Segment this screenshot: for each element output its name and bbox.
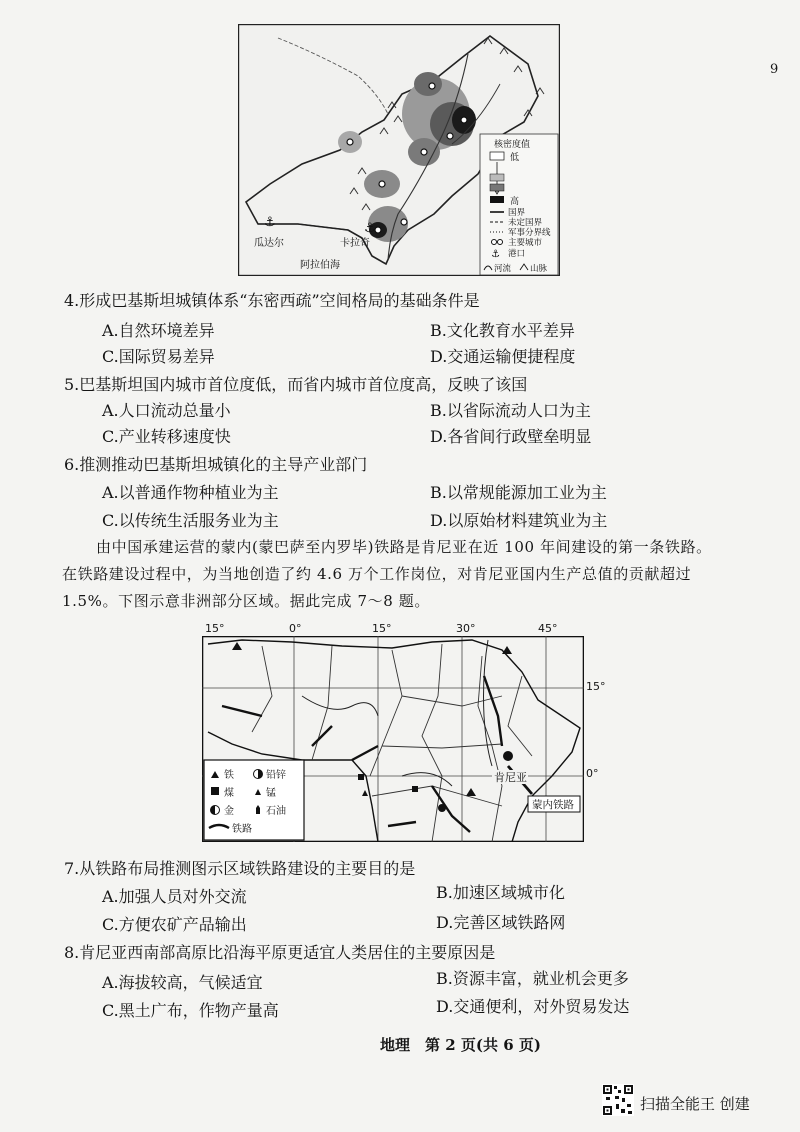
question-8-stem: 8.肯尼亚西南部高原比沿海平原更适宜人类居住的主要原因是 bbox=[64, 943, 496, 962]
legend-manganese: 锰 bbox=[266, 788, 276, 799]
lon-label-0: 0° bbox=[289, 622, 302, 635]
africa-map bbox=[202, 636, 584, 842]
q6-option-d: D.以原始材料建筑业为主 bbox=[430, 511, 608, 530]
question-4-stem: 4.形成巴基斯坦城镇体系“东密西疏”空间格局的基础条件是 bbox=[64, 291, 480, 310]
legend-title: 核密度值 bbox=[494, 140, 531, 150]
q4-option-c: C.国际贸易差异 bbox=[102, 347, 215, 366]
q5-option-c: C.产业转移速度快 bbox=[102, 427, 231, 446]
legend-gold: 金 bbox=[224, 806, 234, 817]
corner-page-number: 9 bbox=[770, 62, 779, 77]
q6-option-c: C.以传统生活服务业为主 bbox=[102, 511, 279, 530]
legend-low: 低 bbox=[510, 153, 520, 163]
q8-option-b: B.资源丰富，就业机会更多 bbox=[436, 969, 629, 988]
svg-text:⚓: ⚓ bbox=[264, 215, 276, 230]
q7-option-c: C.方便农矿产品输出 bbox=[102, 915, 247, 934]
legend-item-military-line: 军事分界线 bbox=[508, 228, 551, 238]
lon-label-45e: 45° bbox=[538, 622, 558, 635]
label-gwadar: 瓜达尔 bbox=[254, 238, 284, 249]
legend-item-city: 主要城市 bbox=[508, 238, 543, 248]
legend-item-border: 国界 bbox=[508, 208, 526, 218]
legend-coal: 煤 bbox=[224, 788, 234, 799]
lon-label-30e: 30° bbox=[456, 622, 476, 635]
lon-label-15w: 15° bbox=[205, 622, 225, 635]
label-arabian-sea: 阿拉伯海 bbox=[300, 260, 340, 271]
q4-option-a: A.自然环境差异 bbox=[102, 321, 215, 340]
label-mn-railway: 蒙内铁路 bbox=[532, 799, 574, 811]
lat-label-0: 0° bbox=[586, 767, 599, 780]
qr-code-icon bbox=[602, 1084, 634, 1116]
intro-line-1: 由中国承建运营的蒙内(蒙巴萨至内罗毕)铁路是肯尼亚在近 100 年间建设的第一条铁路。 bbox=[96, 538, 712, 556]
legend-oil: 石油 bbox=[266, 806, 286, 817]
scanner-watermark: 扫描全能王 创建 bbox=[640, 1095, 750, 1113]
question-5-stem: 5.巴基斯坦国内城市首位度低，而省内城市首位度高，反映了该国 bbox=[64, 375, 528, 394]
q4-option-b: B.文化教育水平差异 bbox=[430, 321, 575, 340]
map2-legend bbox=[204, 760, 304, 840]
intro-line-3: 1.5%。下图示意非洲部分区域。据此完成 7～8 题。 bbox=[62, 592, 430, 610]
label-kenya: 肯尼亚 bbox=[494, 771, 527, 784]
q7-option-b: B.加速区域城市化 bbox=[436, 883, 565, 902]
legend-item-port: 港口 bbox=[508, 249, 526, 259]
legend-railway: 铁路 bbox=[232, 824, 252, 835]
legend-item-mountain: 山脉 bbox=[530, 264, 548, 274]
question-7-stem: 7.从铁路布局推测图示区域铁路建设的主要目的是 bbox=[64, 859, 416, 878]
svg-text:⚓: ⚓ bbox=[364, 221, 376, 236]
question-6-stem: 6.推测推动巴基斯坦城镇化的主导产业部门 bbox=[64, 455, 368, 474]
q7-option-d: D.完善区域铁路网 bbox=[436, 913, 566, 932]
anchor-icon: ⚓ bbox=[491, 249, 500, 260]
q8-option-a: A.海拔较高，气候适宜 bbox=[102, 973, 263, 992]
q5-option-a: A.人口流动总量小 bbox=[102, 401, 231, 420]
legend-iron: 铁 bbox=[224, 770, 234, 781]
q6-option-b: B.以常规能源加工业为主 bbox=[430, 483, 607, 502]
label-karachi: 卡拉奇 bbox=[340, 238, 370, 249]
lon-label-15e: 15° bbox=[372, 622, 392, 635]
page-footer: 地理 第 2 页(共 6 页) bbox=[380, 1036, 541, 1054]
q5-option-b: B.以省际流动人口为主 bbox=[430, 401, 591, 420]
lat-label-15n: 15° bbox=[586, 680, 606, 693]
q5-option-d: D.各省间行政壁垒明显 bbox=[430, 427, 592, 446]
q4-option-d: D.交通运输便捷程度 bbox=[430, 347, 576, 366]
map1-legend bbox=[480, 134, 558, 275]
q6-option-a: A.以普通作物种植业为主 bbox=[102, 483, 279, 502]
q8-option-c: C.黑土广布，作物产量高 bbox=[102, 1001, 279, 1020]
legend-lead-zinc: 铅锌 bbox=[266, 770, 286, 781]
pakistan-map bbox=[238, 24, 560, 276]
intro-line-2: 在铁路建设过程中，为当地创造了约 4.6 万个工作岗位，对肯尼亚国内生产总值的贡献超过 bbox=[62, 565, 692, 583]
q7-option-a: A.加强人员对外交流 bbox=[102, 887, 247, 906]
q8-option-d: D.交通便利，对外贸易发达 bbox=[436, 997, 630, 1016]
legend-high: 高 bbox=[510, 197, 520, 207]
legend-item-river: 河流 bbox=[494, 264, 512, 274]
legend-item-undetermined: 未定国界 bbox=[508, 218, 543, 228]
